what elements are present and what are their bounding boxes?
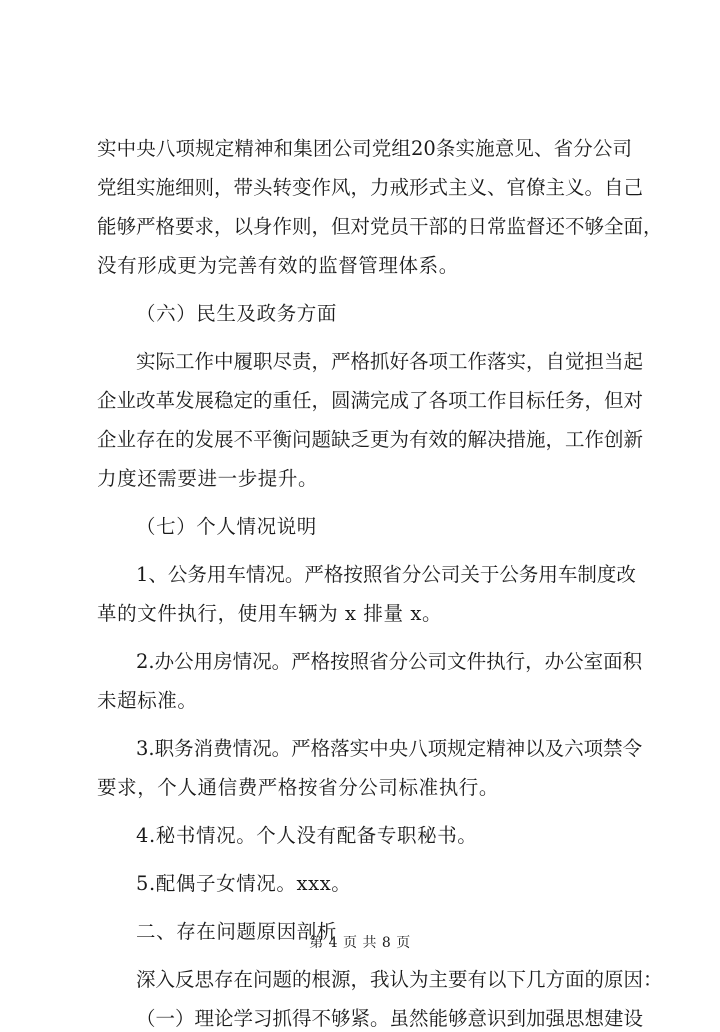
body-line-4: 没有形成更为完善有效的监督管理体系。	[97, 254, 459, 277]
item-1-line-2: 革的文件执行，使用车辆为 x 排量 x。	[97, 602, 443, 625]
body-line-3: 能够严格要求，以身作则，但对党员干部的日常监督还不够全面，	[97, 215, 663, 238]
section-heading-6: （六）民生及政务方面	[136, 302, 338, 325]
section-heading-2: 二、存在问题原因剖析	[136, 920, 338, 943]
item-2-line-2: 未超标准。	[97, 689, 198, 712]
analysis-item-1-line: （一）理论学习抓得不够紧。虽然能够意识到加强思想建设	[136, 1007, 644, 1030]
body-line-7: 企业改革发展稳定的重任，圆满完成了各项工作目标任务，但对	[97, 389, 644, 412]
item-1-line-1: 1、公务用车情况。严格按照省分公司关于公务用车制度改	[136, 563, 636, 586]
item-3-line-2: 要求，个人通信费严格按省分公司标准执行。	[97, 776, 500, 799]
body-line-9: 力度还需要进一步提升。	[97, 467, 319, 490]
page-footer: 第 4 页 共 8 页	[309, 935, 411, 951]
item-5: 5.配偶子女情况。xxx。	[136, 872, 352, 895]
item-2-line-1: 2.办公用房情况。严格按照省分公司文件执行，办公室面积	[136, 650, 643, 673]
body-line-8: 企业存在的发展不平衡问题缺乏更为有效的解决措施，工作创新	[97, 428, 644, 451]
section-heading-7: （七）个人情况说明	[136, 515, 317, 538]
item-3-line-1: 3.职务消费情况。严格落实中央八项规定精神以及六项禁令	[136, 737, 643, 760]
body-line-2: 党组实施细则，带头转变作风，力戒形式主义、官僚主义。自己	[97, 176, 644, 199]
analysis-intro-line: 深入反思存在问题的根源，我认为主要有以下几方面的原因：	[136, 968, 663, 991]
item-4: 4.秘书情况。个人没有配备专职秘书。	[136, 824, 478, 847]
body-line-6: 实际工作中履职尽责，严格抓好各项工作落实，自觉担当起	[136, 350, 644, 373]
body-line-1: 实中央八项规定精神和集团公司党组20条实施意见、省分公司	[97, 137, 632, 160]
